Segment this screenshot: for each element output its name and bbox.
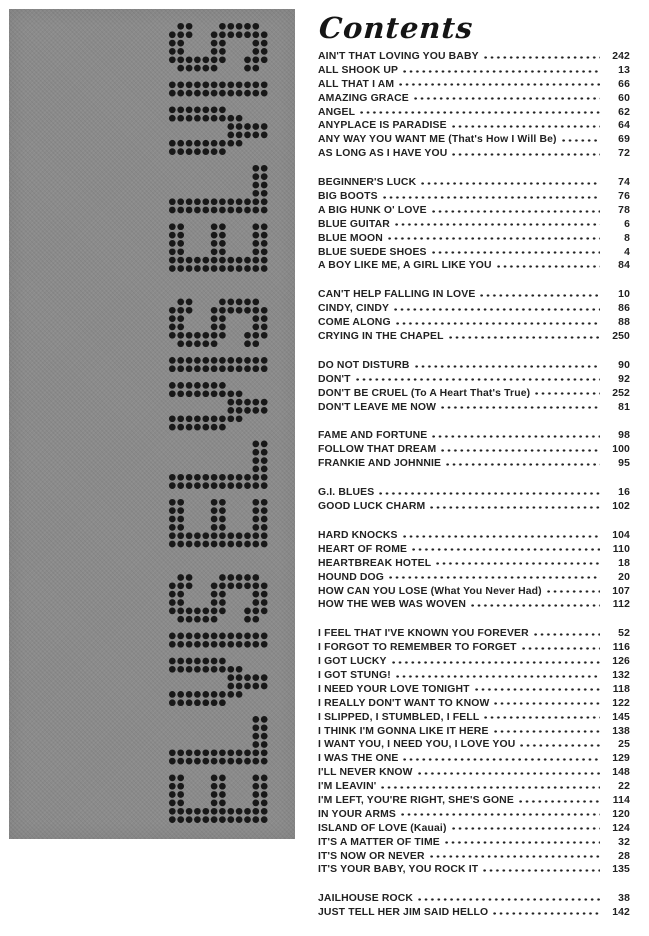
toc-row xyxy=(318,317,630,331)
song-title: DON'T xyxy=(318,373,351,385)
contents-heading: Contents xyxy=(317,11,475,45)
song-title: I GOT LUCKY xyxy=(318,656,387,668)
song-title: ALL SHOOK UP xyxy=(318,64,399,76)
dot-leader xyxy=(432,210,600,213)
dot-leader xyxy=(436,562,600,565)
page-number: 148 xyxy=(612,767,630,779)
toc-row xyxy=(318,795,630,809)
song-title: I WANT YOU, I NEED YOU, I LOVE YOU xyxy=(318,739,516,751)
song-title: I'LL NEVER KNOW xyxy=(318,767,413,779)
toc-row xyxy=(318,656,630,670)
toc-group xyxy=(318,487,630,515)
toc-row xyxy=(318,205,630,219)
page-number: 52 xyxy=(618,628,630,640)
song-title: FOLLOW THAT DREAM xyxy=(318,444,437,456)
page-number: 18 xyxy=(618,557,630,569)
song-title: I WAS THE ONE xyxy=(318,753,399,765)
song-title: DO NOT DISTURB xyxy=(318,359,410,371)
dot-leader xyxy=(452,125,600,128)
page-number: 92 xyxy=(618,373,630,385)
page-number: 88 xyxy=(618,317,630,329)
toc-row xyxy=(318,360,630,374)
toc-row xyxy=(318,260,630,274)
toc-row xyxy=(318,781,630,795)
page-number: 90 xyxy=(618,359,630,371)
toc-row xyxy=(318,739,630,753)
toc-row xyxy=(318,374,630,388)
toc-row xyxy=(318,851,630,865)
song-title: HEART OF ROME xyxy=(318,543,408,555)
song-title: A BIG HUNK O' LOVE xyxy=(318,204,427,216)
page-number: 60 xyxy=(618,92,630,104)
toc-row xyxy=(318,79,630,93)
page-number: 22 xyxy=(618,781,630,793)
page-number: 142 xyxy=(612,907,630,919)
dot-leader xyxy=(401,813,600,816)
dot-leader xyxy=(497,265,600,268)
song-title: BLUE SUEDE SHOES xyxy=(318,246,427,258)
song-title: ISLAND OF LOVE (Kauai) xyxy=(318,822,447,834)
song-title: BIG BOOTS xyxy=(318,191,378,203)
toc-group xyxy=(318,430,630,472)
song-title: ANGEL xyxy=(318,106,356,118)
page-number: 86 xyxy=(618,303,630,315)
song-title: IT'S YOUR BABY, YOU ROCK IT xyxy=(318,864,479,876)
page-number: 10 xyxy=(618,289,630,301)
toc-row xyxy=(318,134,630,148)
song-title: BLUE MOON xyxy=(318,232,383,244)
page-number: 112 xyxy=(612,599,630,611)
song-title: IT'S NOW OR NEVER xyxy=(318,850,425,862)
toc-row xyxy=(318,767,630,781)
dot-leader xyxy=(418,898,600,901)
toc-row xyxy=(318,331,630,345)
page-number: 132 xyxy=(612,669,630,681)
dot-leader xyxy=(430,506,600,509)
toc-row xyxy=(318,107,630,121)
dot-leader xyxy=(475,688,600,691)
song-title: I GOT STUNG! xyxy=(318,669,391,681)
dot-leader xyxy=(522,647,600,650)
toc-list xyxy=(318,51,630,921)
dot-leader xyxy=(415,365,600,368)
song-title: I THINK I'M GONNA LIKE IT HERE xyxy=(318,725,489,737)
dot-leader xyxy=(379,492,600,495)
dot-leader xyxy=(494,730,600,733)
toc-group xyxy=(318,360,630,416)
song-title: HEARTBREAK HOTEL xyxy=(318,557,432,569)
song-title: ANYPLACE IS PARADISE xyxy=(318,120,447,132)
dot-leader xyxy=(432,251,600,254)
dot-leader xyxy=(519,800,600,803)
dot-leader xyxy=(388,237,600,240)
toc-row xyxy=(318,599,630,613)
dot-leader xyxy=(430,855,600,858)
dot-leader xyxy=(396,675,600,678)
toc-row xyxy=(318,233,630,247)
dot-leader xyxy=(392,661,600,664)
contents-section xyxy=(318,12,630,936)
song-title: HOW THE WEB WAS WOVEN xyxy=(318,599,467,611)
dot-leader xyxy=(493,912,600,915)
toc-row xyxy=(318,177,630,191)
dot-leader xyxy=(494,702,600,705)
dot-leader xyxy=(403,70,600,73)
toc-row xyxy=(318,289,630,303)
dot-leader xyxy=(535,392,600,395)
dot-leader xyxy=(356,378,600,381)
page-number: 104 xyxy=(612,529,630,541)
page-number: 114 xyxy=(612,794,630,806)
page-number: 252 xyxy=(612,387,630,399)
toc-row xyxy=(318,501,630,515)
page-number: 64 xyxy=(618,120,630,132)
song-title: HOW CAN YOU LOSE (What You Never Had) xyxy=(318,585,542,597)
dot-leader xyxy=(441,406,600,409)
page-number: 78 xyxy=(618,204,630,216)
dot-leader xyxy=(534,633,600,636)
page-number: 4 xyxy=(624,246,630,258)
page-number: 118 xyxy=(612,683,630,695)
toc-group xyxy=(318,530,630,613)
page-number: 122 xyxy=(612,697,630,709)
page-number: 28 xyxy=(618,850,630,862)
page-number: 13 xyxy=(618,64,630,76)
song-title: I REALLY DON'T WANT TO KNOW xyxy=(318,697,490,709)
toc-row xyxy=(318,388,630,402)
dot-leader xyxy=(484,56,600,59)
page-number: 8 xyxy=(624,232,630,244)
toc-row xyxy=(318,487,630,501)
dot-leader xyxy=(421,182,600,185)
dot-leader xyxy=(360,111,600,114)
dot-leader xyxy=(520,744,600,747)
page-number: 116 xyxy=(612,642,630,654)
dot-leader xyxy=(449,336,600,339)
toc-group xyxy=(318,289,630,345)
page-number: 100 xyxy=(612,444,630,456)
song-title: I'M LEFT, YOU'RE RIGHT, SHE'S GONE xyxy=(318,794,514,806)
page-number: 135 xyxy=(612,864,630,876)
toc-row xyxy=(318,837,630,851)
toc-row xyxy=(318,809,630,823)
dot-leader xyxy=(394,308,600,311)
toc-row xyxy=(318,558,630,572)
page-number: 84 xyxy=(618,260,630,272)
page-number: 145 xyxy=(612,711,630,723)
dot-leader xyxy=(414,97,600,100)
toc-row xyxy=(318,893,630,907)
elvis-banner xyxy=(9,9,295,839)
dot-leader xyxy=(418,772,600,775)
dot-leader xyxy=(484,716,600,719)
page-number: 110 xyxy=(612,543,630,555)
page-number: 38 xyxy=(618,893,630,905)
toc-row xyxy=(318,402,630,416)
toc-row xyxy=(318,726,630,740)
toc-row xyxy=(318,303,630,317)
song-title: AMAZING GRACE xyxy=(318,92,409,104)
toc-row xyxy=(318,670,630,684)
song-title: I FEEL THAT I'VE KNOWN YOU FOREVER xyxy=(318,628,529,640)
toc-row xyxy=(318,444,630,458)
song-title: I'M LEAVIN' xyxy=(318,781,377,793)
dot-leader xyxy=(547,590,600,593)
toc-row xyxy=(318,458,630,472)
toc-row xyxy=(318,823,630,837)
toc-row xyxy=(318,698,630,712)
song-title: JUST TELL HER JIM SAID HELLO xyxy=(318,907,489,919)
dot-leader xyxy=(480,294,600,297)
song-title: I NEED YOUR LOVE TONIGHT xyxy=(318,683,470,695)
dot-leader xyxy=(389,576,600,579)
dot-leader xyxy=(446,463,600,466)
toc-row xyxy=(318,864,630,878)
dot-leader xyxy=(452,153,600,156)
toc-row xyxy=(318,572,630,586)
song-title: GOOD LUCK CHARM xyxy=(318,501,426,513)
song-title: FRANKIE AND JOHNNIE xyxy=(318,458,442,470)
song-title: A BOY LIKE ME, A GIRL LIKE YOU xyxy=(318,260,492,272)
page-number: 66 xyxy=(618,78,630,90)
song-title: HARD KNOCKS xyxy=(318,529,398,541)
toc-group xyxy=(318,51,630,162)
page-number: 16 xyxy=(618,487,630,499)
toc-group xyxy=(318,893,630,921)
dot-leader xyxy=(471,604,600,607)
toc-row xyxy=(318,191,630,205)
dot-leader xyxy=(441,449,600,452)
page-number: 81 xyxy=(618,401,630,413)
toc-row xyxy=(318,684,630,698)
page-number: 250 xyxy=(612,331,630,343)
dot-leader xyxy=(381,786,600,789)
toc-row xyxy=(318,628,630,642)
toc-row xyxy=(318,247,630,261)
page-number: 74 xyxy=(618,177,630,189)
page-number: 102 xyxy=(612,501,630,513)
song-title: CINDY, CINDY xyxy=(318,303,390,315)
toc-row xyxy=(318,51,630,65)
page-number: 20 xyxy=(618,571,630,583)
dot-leader xyxy=(432,435,600,438)
page-number: 69 xyxy=(618,134,630,146)
song-title: BLUE GUITAR xyxy=(318,218,390,230)
song-title: IT'S A MATTER OF TIME xyxy=(318,836,440,848)
toc-row xyxy=(318,430,630,444)
page-number: 120 xyxy=(612,808,630,820)
toc-row xyxy=(318,753,630,767)
page-number: 124 xyxy=(612,822,630,834)
page-number: 62 xyxy=(618,106,630,118)
page-number: 126 xyxy=(612,656,630,668)
song-title: COME ALONG xyxy=(318,317,391,329)
dot-leader xyxy=(412,548,600,551)
toc-row xyxy=(318,93,630,107)
page-number: 32 xyxy=(618,836,630,848)
song-title: CRYING IN THE CHAPEL xyxy=(318,331,444,343)
toc-group xyxy=(318,177,630,274)
dot-leader xyxy=(562,139,600,142)
song-title: JAILHOUSE ROCK xyxy=(318,893,414,905)
song-title: CAN'T HELP FALLING IN LOVE xyxy=(318,289,476,301)
song-title: I FORGOT TO REMEMBER TO FORGET xyxy=(318,642,517,654)
dot-leader xyxy=(396,322,600,325)
toc-row xyxy=(318,148,630,162)
toc-row xyxy=(318,907,630,921)
song-title: IN YOUR ARMS xyxy=(318,808,397,820)
song-title: AIN'T THAT LOVING YOU BABY xyxy=(318,51,479,62)
song-title: HOUND DOG xyxy=(318,571,385,583)
toc-group xyxy=(318,628,630,878)
toc-row xyxy=(318,712,630,726)
dot-leader xyxy=(483,869,600,872)
toc-row xyxy=(318,586,630,600)
dot-leader xyxy=(395,223,600,226)
toc-row xyxy=(318,65,630,79)
toc-row xyxy=(318,642,630,656)
page-number: 129 xyxy=(612,753,630,765)
page-number: 95 xyxy=(618,458,630,470)
toc-row xyxy=(318,120,630,134)
page-number: 138 xyxy=(612,725,630,737)
page-number: 25 xyxy=(618,739,630,751)
page-number: 72 xyxy=(618,148,630,160)
dot-leader xyxy=(403,535,600,538)
page-number: 98 xyxy=(618,430,630,442)
dot-leader xyxy=(403,758,600,761)
song-title: DON'T LEAVE ME NOW xyxy=(318,401,437,413)
song-title: I SLIPPED, I STUMBLED, I FELL xyxy=(318,711,480,723)
page-number: 242 xyxy=(612,51,630,62)
song-title: AS LONG AS I HAVE YOU xyxy=(318,148,448,160)
elvis-dot-matrix-text xyxy=(168,22,274,826)
dot-leader xyxy=(452,827,600,830)
page-number: 107 xyxy=(612,585,630,597)
toc-row xyxy=(318,544,630,558)
song-title: FAME AND FORTUNE xyxy=(318,430,428,442)
song-title: ALL THAT I AM xyxy=(318,78,395,90)
dot-leader xyxy=(445,841,600,844)
song-title: DON'T BE CRUEL (To A Heart That's True) xyxy=(318,387,531,399)
toc-row xyxy=(318,219,630,233)
page-number: 6 xyxy=(624,218,630,230)
dot-leader xyxy=(399,83,600,86)
dot-leader xyxy=(383,196,600,199)
song-title: G.I. BLUES xyxy=(318,487,375,499)
toc-row xyxy=(318,530,630,544)
page-number: 76 xyxy=(618,191,630,203)
song-title: ANY WAY YOU WANT ME (That's How I Will Be) xyxy=(318,134,557,146)
song-title: BEGINNER'S LUCK xyxy=(318,177,417,189)
